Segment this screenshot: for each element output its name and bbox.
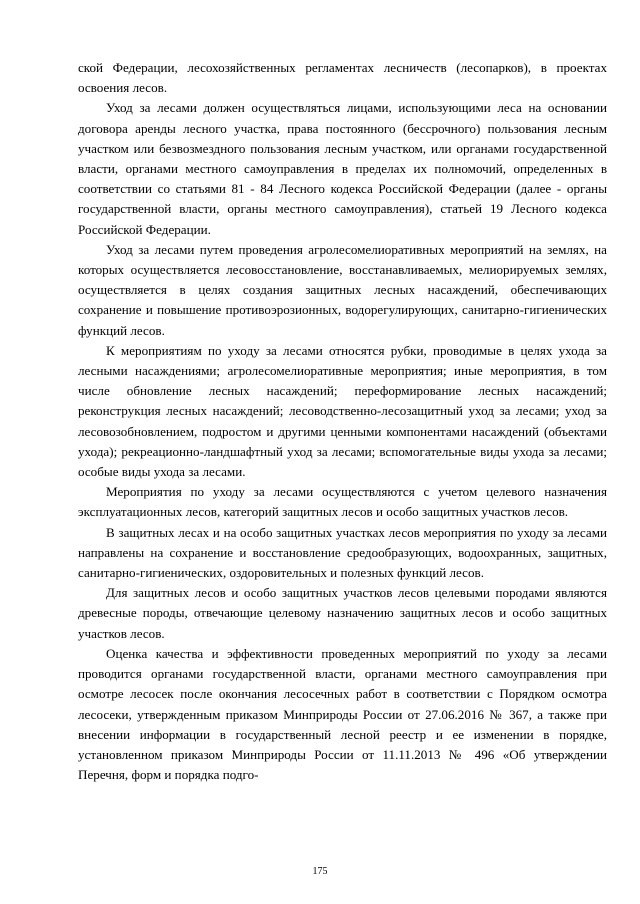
paragraph-2: Уход за лесами должен осуществляться лицами, использующими леса на основании договора аренды лесного участка, права постоянного (бессрочного) пользования лесным участком или безвозмездного пользования лесным участком, или органами государственной власти, органами местного самоуправления в пределах их полномочий, определенных в соответствии со статьями 81 - 84 Лесного кодекса Российской Федерации (далее - органы государственной власти, органы местного самоуправления), статьей 19 Лесного кодекса Российской Федерации. bbox=[78, 100, 607, 237]
paragraph-8: Оценка качества и эффективности проведенных мероприятий по уходу за лесами проводится органами государственной власти, органами местного самоуправления при осмотре лесосек после окончания лесосечных работ в соответствии с Порядком осмотра лесосеки, утвержденным приказом Минприроды России от 27.06.2016 № 367, а также при внесении информации в государственный лесной реестр и ее изменении в порядке, установленном приказом Минприроды России от 11.11.2013 № 496 «Об утверждении Перечня, форм и порядка подго- bbox=[78, 645, 607, 783]
paragraph-1: ской Федерации, лесохозяйственных регламентах лесничеств (лесопарков), в проектах освоения лесов. bbox=[78, 60, 607, 96]
page-number: 175 bbox=[312, 866, 328, 877]
paragraph-4: К мероприятиям по уходу за лесами относятся рубки, проводимые в целях ухода за лесными насаждениями; агролесомелиоративные мероприятия; иные мероприятия, в том числе обновление лесных насаждений; переформирование лесных насаждений; реконструкция лесных насаждений; лесоводственно-лесозащитный уход за лесами; уход за лесовозобновлением, подростом и другими ценными компонентами насаждений (объектами ухода); рекреационно-ландшафтный уход за лесами; вспомогательные виды ухода за лесами; особые виды ухода за лесами. bbox=[78, 342, 607, 480]
paragraph-6: В защитных лесах и на особо защитных участках лесов мероприятия по уходу за лесами направлены на сохранение и восстановление средообразующих, водоохранных, защитных, санитарно-гигиенических, оздоровительных и полезных функций лесов. bbox=[78, 524, 607, 581]
paragraph-5: Мероприятия по уходу за лесами осуществляются с учетом целевого назначения эксплуатационных лесов, категорий защитных лесов и особо защитных участков лесов. bbox=[78, 484, 607, 520]
paragraph-7: Для защитных лесов и особо защитных участков лесов целевыми породами являются древесные породы, отвечающие целевому назначению защитных лесов и особо защитных участков лесов. bbox=[78, 585, 607, 641]
body-text bbox=[78, 58, 607, 785]
paragraph-3: Уход за лесами путем проведения агролесомелиоративных мероприятий на землях, на которых осуществляется лесовосстановление, восстанавливаемых, мелиорируемых землях, осуществляется в целях создания защитных лесных насаждений, обеспечивающих сохранение и повышение противоэрозионных, водорегулирующих, санитарно-гигиенических функций лесов. bbox=[78, 241, 607, 338]
